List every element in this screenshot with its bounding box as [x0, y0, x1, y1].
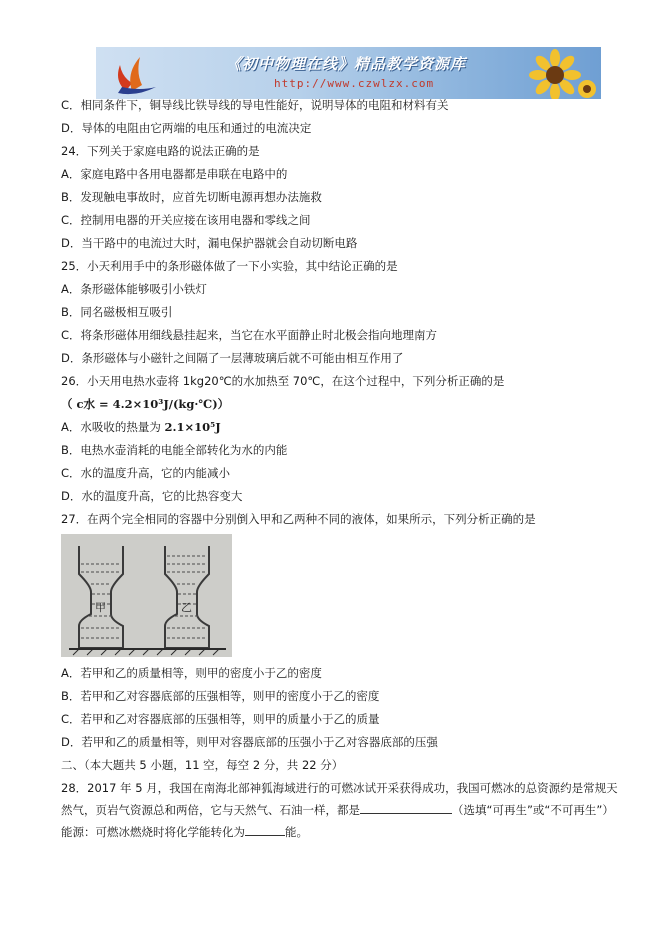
option-25a: A．条形磁体能够吸引小铁灯 — [61, 282, 207, 296]
option-24b: B．发现触电事故时，应首先切断电源再想办法施救 — [61, 190, 322, 204]
question-28 — [61, 777, 621, 843]
option-24c: C．控制用电器的开关应接在该用电器和零线之间 — [61, 213, 311, 227]
specific-heat-formula: （ c水 = 4.2×10³J/(kg·℃)） — [61, 397, 230, 411]
option-27a: A．若甲和乙的质量相等，则甲的密度小于乙的密度 — [61, 666, 322, 680]
question-26: 26．小天用电热水壶将 1kg20℃的水加热至 70℃，在这个过程中，下列分析正确的是 — [61, 374, 505, 388]
option-26a-text: A．水吸收的热量为 — [61, 420, 165, 434]
option-25c: C．将条形磁体用细线悬挂起来，当它在水平面静止时北极会指向地理南方 — [61, 328, 438, 342]
option-24a: A．家庭电路中各用电器都是串联在电路中的 — [61, 167, 288, 181]
label-yi: 乙 — [181, 601, 192, 614]
label-jia: 甲 — [95, 601, 106, 614]
document-body — [61, 94, 621, 843]
containers-diagram — [61, 534, 232, 657]
option-27d: D．若甲和乙的质量相等，则甲对容器底部的压强小于乙对容器底部的压强 — [61, 735, 438, 749]
option-27b: B．若甲和乙对容器底部的压强相等，则甲的密度小于乙的密度 — [61, 689, 380, 703]
option-27c: C．若甲和乙对容器底部的压强相等，则甲的质量小于乙的质量 — [61, 712, 380, 726]
option-26c: C．水的温度升高，它的内能减小 — [61, 466, 231, 480]
option-26d: D．水的温度升高，它的比热容变大 — [61, 489, 243, 503]
answer-blank-1[interactable] — [360, 801, 452, 814]
containers-figure — [61, 534, 232, 657]
question-25: 25．小天利用手中的条形磁体做了一下小实验，其中结论正确的是 — [61, 259, 398, 273]
sunflower-icon — [507, 49, 597, 99]
header-banner — [96, 47, 601, 99]
question-24: 24．下列关于家庭电路的说法正确的是 — [61, 144, 260, 158]
q28-text-3: 能。 — [285, 825, 308, 839]
option-25d: D．条形磁体与小磁针之间隔了一层薄玻璃后就不可能由相互作用了 — [61, 351, 404, 365]
option-24d: D．当干路中的电流过大时，漏电保护器就会自动切断电路 — [61, 236, 358, 250]
option-25b: B．同名磁极相互吸引 — [61, 305, 173, 319]
option-23d: D．导体的电阻由它两端的电压和通过的电流决定 — [61, 121, 312, 135]
option-23c: C．相同条件下，铜导线比铁导线的导电性能好，说明导体的电阻和材料有关 — [61, 98, 449, 112]
question-27: 27．在两个完全相同的容器中分别倒入甲和乙两种不同的液体，如果所示，下列分析正确的是 — [61, 512, 536, 526]
banner-title: 《初中物理在线》精品教学资源库 — [226, 55, 467, 73]
q28-text-1: 28．2017 年 5 月，我国在南海北部神狐海域进行的可燃冰试开采获得成功，我国可燃冰的总资源约是常规天然气，页岩气资源总和两倍，它与天然气、石油一样，都是 — [61, 781, 618, 817]
option-26a — [61, 416, 621, 439]
banner-url[interactable]: http://www.czwlzx.com — [274, 77, 435, 90]
option-26b: B．电热水壶消耗的电能全部转化为水的内能 — [61, 443, 288, 457]
option-26a-value: 2.1×10⁵J — [164, 420, 221, 434]
section-2-heading: 二、（本大题共 5 小题，11 空，每空 2 分，共 22 分） — [61, 758, 344, 772]
q28-text-2: （选填“可再生”或“不可再生”）能源：可燃冰燃烧时将化学能转化为 — [61, 803, 614, 839]
logo-icon — [106, 51, 164, 97]
answer-blank-2[interactable] — [245, 823, 285, 836]
